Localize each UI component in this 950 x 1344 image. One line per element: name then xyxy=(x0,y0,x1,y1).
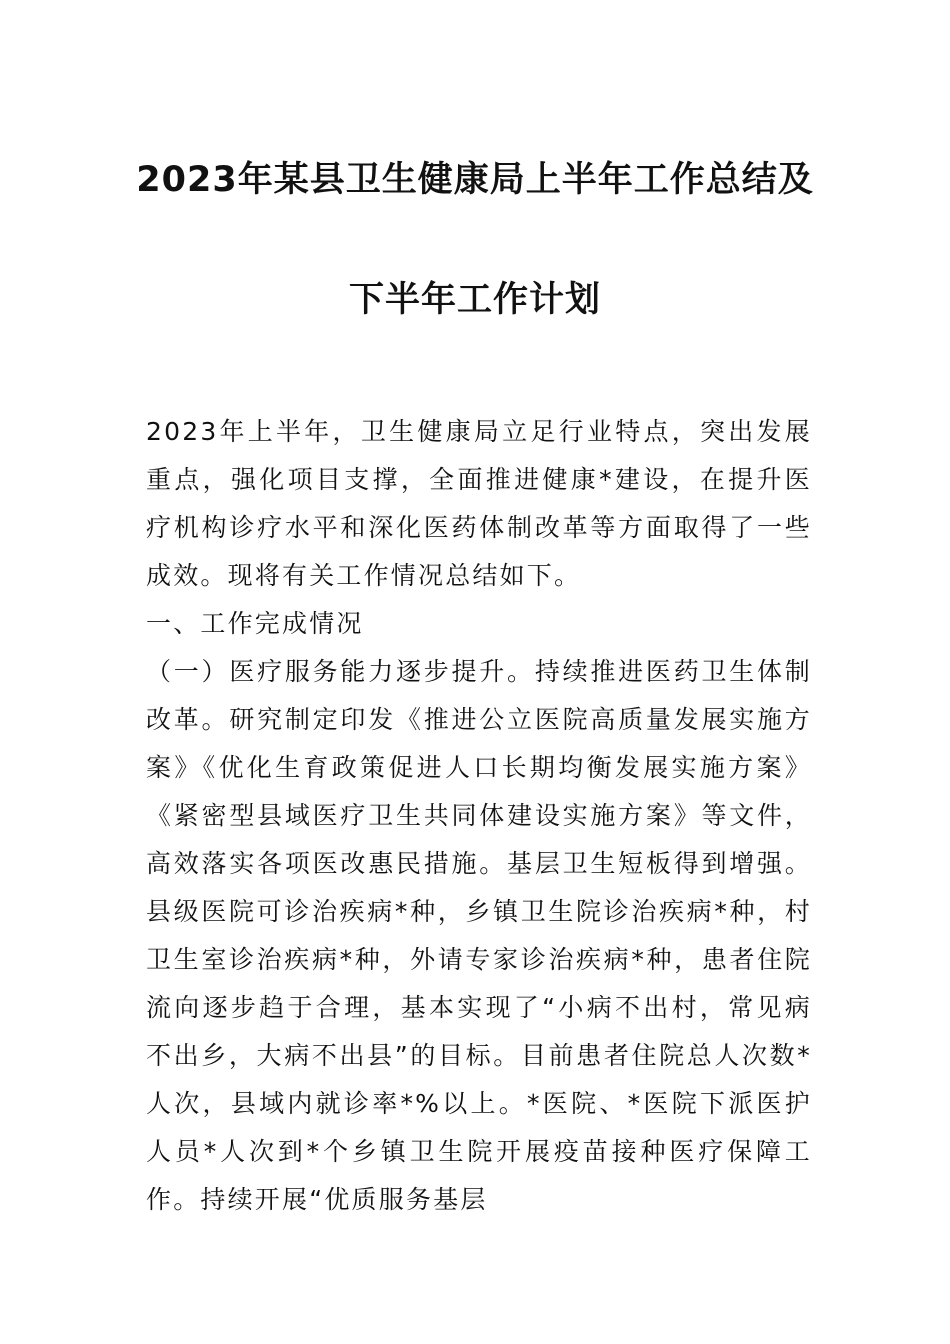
document-body xyxy=(146,408,812,1224)
body-paragraph: （一）医疗服务能力逐步提升。持续推进医药卫生体制改革。研究制定印发《推进公立医院高质量发展实施方案》《优化生育政策促进人口长期均衡发展实施方案》《紧密型县域医疗卫生共同体建设实施方案》等文件，高效落实各项医改惠民措施。基层卫生短板得到增强。县级医院可诊治疾病*种，乡镇卫生院诊治疾病*种，村卫生室诊治疾病*种，外请专家诊治疾病*种，患者住院流向逐步趋于合理，基本实现了“小病不出村，常见病不出乡，大病不出县”的目标。目前患者住院总人次数*人次，县域内就诊率*%以上。*医院、*医院下派医护人员*人次到*个乡镇卫生院开展疫苗接种医疗保障工作。持续开展“优质服务基层 xyxy=(146,657,812,1214)
intro-paragraph: 2023年上半年，卫生健康局立足行业特点，突出发展重点，强化项目支撑，全面推进健康*建设，在提升医疗机构诊疗水平和深化医药体制改革等方面取得了一些成效。现将有关工作情况总结如下。 xyxy=(146,417,812,590)
document-title-line-2: 下半年工作计划 xyxy=(348,280,601,320)
document-title-line-1: 2023年某县卫生健康局上半年工作总结及 xyxy=(136,160,814,200)
section-heading: 一、工作完成情况 xyxy=(146,609,364,638)
